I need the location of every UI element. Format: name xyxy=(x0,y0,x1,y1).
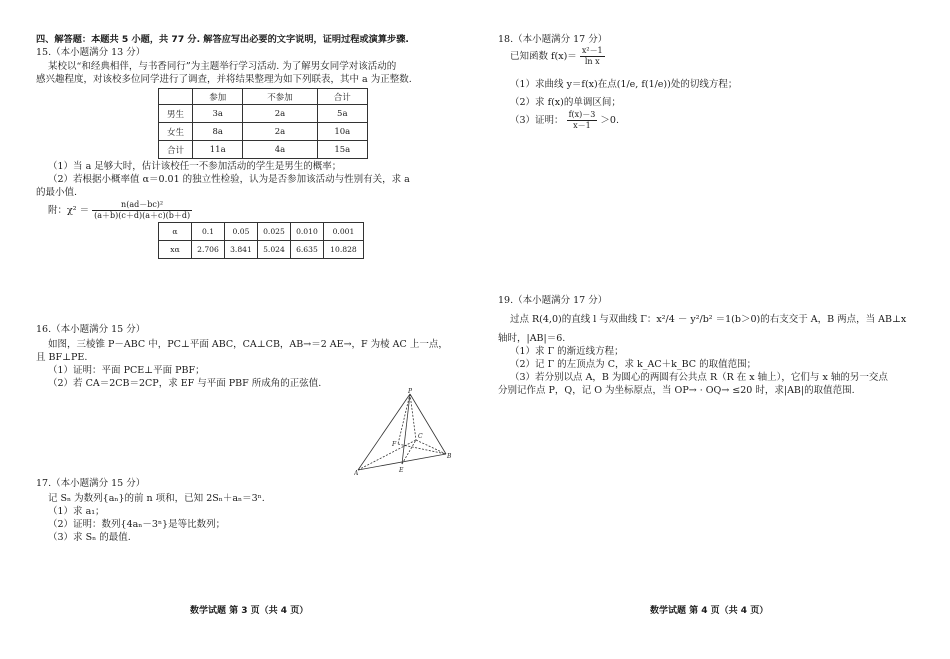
chi-square-formula xyxy=(48,200,192,221)
q18-given-prefix: 已知函数 f(x)＝ xyxy=(510,51,577,62)
table-cell: 3a xyxy=(193,105,243,123)
q18-part3-numerator: f(x)－3 xyxy=(568,110,596,119)
q19-intro-line2: 轴时，|AB|＝6. xyxy=(498,333,566,344)
q18-part3 xyxy=(510,110,619,131)
label-c: C xyxy=(418,433,423,440)
contingency-table xyxy=(158,88,368,159)
table-cell: 6.635 xyxy=(290,241,323,259)
q15-label: 15.（本小题满分 13 分） xyxy=(36,47,146,58)
table-cell: 合计 xyxy=(159,141,193,159)
table-cell: 5.024 xyxy=(257,241,290,259)
table-cell: 8a xyxy=(193,123,243,141)
q18-label: 18.（本小题满分 17 分） xyxy=(498,34,608,45)
q17-part1: （1）求 a₁； xyxy=(48,506,105,517)
q16-part2: （2）若 CA＝2CB＝2CP，求 EF 与平面 PBF 所成角的正弦值. xyxy=(48,378,322,389)
q18-given-fraction xyxy=(580,46,605,67)
table-cell: 2a xyxy=(243,105,317,123)
table-header: 合计 xyxy=(317,89,367,105)
formula-denominator: (a＋b)(c＋d)(a＋c)(b＋d) xyxy=(94,211,191,220)
q18-part3-fraction xyxy=(567,110,598,131)
q18-part1-point: 1/e, f(1/e) xyxy=(620,79,668,90)
section-heading: 四、解答题：本题共 5 小题，共 77 分. 解答应写出必要的文字说明，证明过程或演算步骤. xyxy=(36,34,409,45)
q16-label: 16.（本小题满分 15 分） xyxy=(36,324,146,335)
table-cell: 2a xyxy=(243,123,317,141)
formula-numerator: n(ad－bc)² xyxy=(92,200,192,211)
q18-part1 xyxy=(510,78,737,91)
table-cell: 15a xyxy=(317,141,367,159)
footer-page-4: 数学试题 第 4 页（共 4 页） xyxy=(650,606,769,616)
q15-part2-line1: （2）若根据小概率值 α＝0.01 的独立性检验，认为是否参加该活动与性别有关，求 a xyxy=(48,174,410,185)
table-cell: 4a xyxy=(243,141,317,159)
q15-part2-line2: 的最小值. xyxy=(36,187,78,198)
label-f: F xyxy=(392,441,397,448)
q18-given-numerator: x²－1 xyxy=(581,46,603,55)
q16-intro-line2: 且 BF⊥PE. xyxy=(36,352,88,363)
q19-part3-line2: 分别记作点 P，Q，记 O 为坐标原点，当 OP→ · OQ→ ≤20 时，求|AB|的取值范围. xyxy=(498,385,855,396)
label-b: B xyxy=(447,453,452,460)
label-e: E xyxy=(399,467,404,474)
q19-part3-line1: （3）若分别以点 A，B 为圆心的两圆有公共点 R（R 在 x 轴上），它们与 x 轴的另一交点 xyxy=(510,372,888,383)
table-row xyxy=(159,105,368,123)
q15-part1: （1）当 a 足够大时，估计该校任一不参加活动的学生是男生的概率； xyxy=(48,161,342,172)
q17-label: 17.（本小题满分 15 分） xyxy=(36,478,146,489)
q18-part2: （2）求 f(x)的单调区间； xyxy=(510,97,621,108)
table-header: 不参加 xyxy=(243,89,317,105)
q18-part1-prefix: （1）求曲线 y＝f(x)在点( xyxy=(510,79,621,90)
label-p: P xyxy=(408,388,413,395)
table-cell: 11a xyxy=(193,141,243,159)
q17-part2: （2）证明：数列{4aₙ－3ⁿ}是等比数列； xyxy=(48,519,226,530)
table-row xyxy=(159,241,364,259)
q15-intro-line1: 某校以“和经典相伴，与书香同行”为主题举行学习活动. 为了解男女同学对该活动的 xyxy=(48,61,397,72)
table-cell: 5a xyxy=(317,105,367,123)
critical-value-table xyxy=(158,222,364,259)
table-cell: 0.1 xyxy=(192,223,225,241)
table-cell: 0.010 xyxy=(290,223,323,241)
q18-part3-suffix: ＞0. xyxy=(600,115,619,126)
label-a: A xyxy=(354,470,359,476)
table-row xyxy=(159,123,368,141)
table-cell: α xyxy=(159,223,192,241)
q17-part3: （3）求 Sₙ 的最值. xyxy=(48,532,131,543)
footer-page-3: 数学试题 第 3 页（共 4 页） xyxy=(190,606,309,616)
q19-intro-line1: 过点 R(4,0)的直线 l 与双曲线 Γ：x²/4 － y²/b² ＝1(b＞0)的右支交于 A，B 两点，当 AB⊥x xyxy=(510,314,907,325)
table-cell: 0.05 xyxy=(224,223,257,241)
q19-label: 19.（本小题满分 17 分） xyxy=(498,295,608,306)
table-header: 参加 xyxy=(193,89,243,105)
table-cell: 10a xyxy=(317,123,367,141)
q15-intro-line2: 感兴趣程度，对该校多位同学进行了调查，并将结果整理为如下列联表，其中 a 为正整数. xyxy=(36,74,412,85)
q18-part3-prefix: （3）证明： xyxy=(510,115,564,126)
table-cell: 2.706 xyxy=(192,241,225,259)
table-cell xyxy=(159,89,193,105)
table-header-row xyxy=(159,89,368,105)
appendix-label: 附：χ² ＝ xyxy=(48,205,90,216)
q18-part1-suffix: )处的切线方程； xyxy=(667,79,738,90)
table-cell: 0.025 xyxy=(257,223,290,241)
table-cell: xα xyxy=(159,241,192,259)
q18-given xyxy=(510,46,605,67)
table-cell: 男生 xyxy=(159,105,193,123)
q16-intro-line1: 如图，三棱锥 P－ABC 中，PC⊥平面 ABC，CA⊥CB，AB→＝2 AE→，F 为棱 AC 上一点， xyxy=(48,339,448,350)
table-cell: 3.841 xyxy=(224,241,257,259)
q17-intro: 记 Sₙ 为数列{aₙ}的前 n 项和，已知 2Sₙ＋aₙ＝3ⁿ. xyxy=(48,493,265,504)
table-cell: 10.828 xyxy=(323,241,363,259)
q16-part1: （1）证明：平面 PCE⊥平面 PBF； xyxy=(48,365,205,376)
q19-part1: （1）求 Γ 的渐近线方程； xyxy=(510,346,624,357)
q19-part2: （2）记 Γ 的左顶点为 C，求 k_AC＋k_BC 的取值范围； xyxy=(510,359,757,370)
table-row xyxy=(159,223,364,241)
table-cell: 0.001 xyxy=(323,223,363,241)
pyramid-figure xyxy=(354,388,454,476)
table-row xyxy=(159,141,368,159)
formula-fraction xyxy=(92,200,192,221)
q18-given-denominator: ln x xyxy=(584,57,600,66)
q18-part3-denominator: x－1 xyxy=(573,121,591,130)
table-cell: 女生 xyxy=(159,123,193,141)
